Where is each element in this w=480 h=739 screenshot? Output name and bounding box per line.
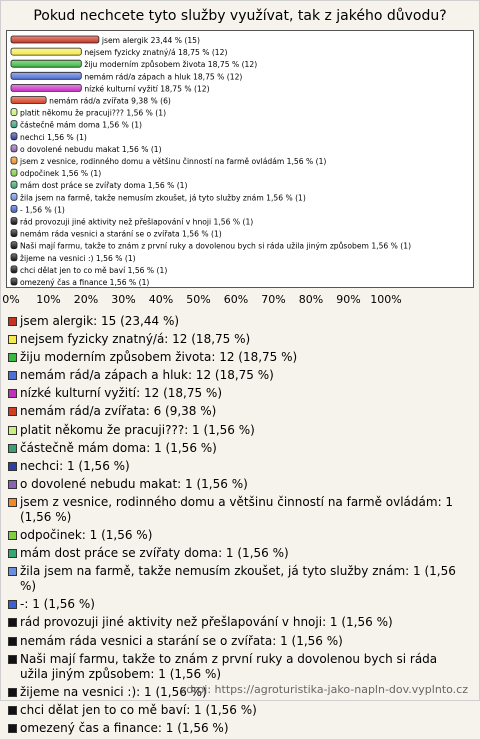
- legend-swatch: [8, 688, 17, 697]
- x-tick-label: 30%: [111, 293, 136, 306]
- bar-4: [11, 84, 81, 91]
- legend-swatch: [8, 407, 17, 416]
- source-link[interactable]: zdroj: https://agroturistika-jako-napln-dov.vyplnto.cz: [180, 683, 468, 696]
- legend-item: [8, 528, 468, 543]
- bar-12: [11, 181, 17, 188]
- x-tick-label: 40%: [148, 293, 174, 306]
- legend-label: žijeme na vesnici :): 1 (1,56 %): [20, 684, 207, 699]
- bar-label-20: omezený čas a finance 1,56 % (1): [20, 278, 150, 287]
- legend-label: nemám rád/a zápach a hluk: 12 (18,75 %): [20, 368, 274, 383]
- legend-item: [8, 495, 468, 525]
- bar-6: [11, 109, 17, 116]
- x-tick-label: 0%: [2, 293, 20, 306]
- x-tick-label: 10%: [36, 293, 61, 306]
- legend-item: [8, 314, 468, 329]
- bar-label-11: odpočinek 1,56 % (1): [20, 169, 102, 179]
- bar-2: [11, 60, 81, 67]
- legend-item: [8, 564, 468, 594]
- bar-15: [11, 218, 17, 225]
- bar-label-6: platit někomu že pracuji??? 1,56 % (1): [20, 108, 167, 118]
- legend-swatch: [8, 480, 17, 489]
- legend-swatch: [8, 567, 17, 576]
- legend-item: [8, 332, 468, 347]
- legend-item: [8, 615, 468, 630]
- bar-1: [11, 48, 81, 55]
- legend-swatch: [8, 335, 17, 344]
- bar-label-2: žiju moderním způsobem života 18,75 % (12): [84, 60, 258, 70]
- legend-item: [8, 459, 468, 474]
- bar-10: [11, 157, 17, 164]
- bar-chart: [0, 0, 480, 310]
- x-tick-label: 90%: [336, 293, 361, 306]
- legend-item: [8, 546, 468, 561]
- legend-label: jsem alergik: 15 (23,44 %): [20, 314, 180, 328]
- bar-label-10: jsem z vesnice, rodinného domu a většinu činností na farmě ovládám 1,56 % (1): [20, 157, 327, 166]
- bar-9: [11, 145, 17, 152]
- legend-label: omezený čas a finance: 1 (1,56 %): [20, 720, 229, 735]
- legend-label: chci dělat jen to co mě baví: 1 (1,56 %): [20, 702, 257, 717]
- legend-swatch: [8, 462, 17, 471]
- legend-item: [8, 597, 468, 612]
- legend-label: platit někomu že pracuji???: 1 (1,56 %): [20, 422, 255, 437]
- legend-item: [8, 652, 468, 682]
- bar-label-15: rád provozuji jiné aktivity než přešlapování v hnoji 1,56 % (1): [20, 217, 254, 227]
- bar-label-18: žijeme na vesnici :) 1,56 % (1): [20, 253, 136, 263]
- bar-label-3: nemám rád/a zápach a hluk 18,75 % (12): [84, 72, 243, 82]
- legend-swatch: [8, 389, 17, 398]
- x-tick-label: 80%: [298, 293, 324, 306]
- legend-swatch: [8, 353, 17, 362]
- legend-item: [8, 404, 468, 419]
- bar-19: [11, 266, 17, 273]
- bar-13: [11, 193, 17, 200]
- legend-swatch: [8, 724, 17, 733]
- legend-label: nejsem fyzicky znatný/á: 12 (18,75 %): [20, 332, 251, 347]
- legend-label: nemám ráda vesnici a starání se o zvířata: 1 (1,56 %): [20, 633, 343, 648]
- bar-label-16: nemám ráda vesnici a starání se o zvířata 1,56 % (1): [20, 229, 222, 239]
- legend-label: odpočinek: 1 (1,56 %): [20, 528, 153, 543]
- legend-item: [8, 721, 468, 736]
- bar-0: [11, 36, 99, 43]
- legend-item: [8, 703, 468, 718]
- bar-label-12: mám dost práce se zvířaty doma 1,56 % (1): [20, 181, 188, 191]
- legend-label: Naši mají farmu, takže to znám z první ruky a dovolenou bych si ráda užila jiným způsobem: 1 (1,56 %): [20, 651, 438, 681]
- bar-label-19: chci dělat jen to co mě baví 1,56 % (1): [20, 265, 168, 275]
- legend-label: nízké kulturní vyžití: 12 (18,75 %): [20, 386, 223, 401]
- bar-label-14: - 1,56 % (1): [20, 205, 65, 215]
- bar-label-1: nejsem fyzicky znatný/á 18,75 % (12): [84, 48, 228, 58]
- x-tick-label: 60%: [223, 293, 249, 306]
- bar-label-7: částečně mám doma 1,56 % (1): [20, 120, 143, 130]
- legend-label: žila jsem na farmě, takže nemusím zkoušet, já tyto služby znám: 1 (1,56 %): [20, 564, 456, 594]
- bar-label-5: nemám rád/a zvířata 9,38 % (6): [49, 96, 171, 106]
- legend-item: [8, 350, 468, 365]
- bar-label-4: nízké kulturní vyžití 18,75 % (12): [84, 84, 210, 94]
- legend-item: [8, 368, 468, 383]
- bar-20: [11, 278, 17, 285]
- bar-8: [11, 133, 17, 140]
- legend-label: nechci: 1 (1,56 %): [20, 458, 130, 473]
- legend-swatch: [8, 655, 17, 664]
- legend-item: [8, 477, 468, 492]
- legend-item: [8, 423, 468, 438]
- legend-label: částečně mám doma: 1 (1,56 %): [20, 440, 217, 455]
- legend: [8, 314, 468, 739]
- legend-label: žiju moderním způsobem života: 12 (18,75 %): [20, 350, 298, 365]
- legend-swatch: [8, 444, 17, 453]
- bar-7: [11, 121, 17, 128]
- bar-16: [11, 230, 17, 237]
- legend-swatch: [8, 549, 17, 558]
- legend-label: mám dost práce se zvířaty doma: 1 (1,56 %): [20, 546, 289, 561]
- chart-title: Pokud nechcete tyto služby využívat, tak z jakého důvodu?: [33, 8, 447, 24]
- x-tick-label: 70%: [261, 293, 286, 306]
- legend-swatch: [8, 637, 17, 646]
- legend-item: [8, 386, 468, 401]
- bar-label-9: o dovolené nebudu makat 1,56 % (1): [20, 144, 162, 154]
- bar-14: [11, 205, 17, 212]
- legend-label: -: 1 (1,56 %): [20, 597, 95, 612]
- x-tick-label: 20%: [73, 293, 99, 306]
- bar-11: [11, 169, 17, 176]
- bar-label-0: jsem alergik 23,44 % (15): [101, 36, 200, 45]
- legend-item: [8, 634, 468, 649]
- bar-3: [11, 72, 81, 79]
- legend-swatch: [8, 317, 17, 326]
- x-tick-label: 100%: [370, 293, 402, 306]
- legend-label: jsem z vesnice, rodinného domu a většinu činností na farmě ovládám: 1 (1,56 %): [20, 494, 454, 524]
- legend-swatch: [8, 426, 17, 435]
- legend-item: [8, 441, 468, 456]
- legend-label: nemám rád/a zvířata: 6 (9,38 %): [20, 404, 217, 419]
- legend-label: rád provozuji jiné aktivity než přešlapování v hnoji: 1 (1,56 %): [20, 615, 393, 630]
- bar-label-8: nechci 1,56 % (1): [20, 132, 87, 142]
- bar-label-13: žila jsem na farmě, takže nemusím zkoušet, já tyto služby znám 1,56 % (1): [20, 193, 306, 203]
- legend-swatch: [8, 706, 17, 715]
- legend-swatch: [8, 600, 17, 609]
- legend-swatch: [8, 531, 17, 540]
- legend-swatch: [8, 498, 17, 507]
- legend-label: o dovolené nebudu makat: 1 (1,56 %): [20, 476, 248, 491]
- x-tick-label: 50%: [186, 293, 211, 306]
- bar-5: [11, 97, 46, 104]
- bar-18: [11, 254, 17, 261]
- bar-17: [11, 242, 17, 249]
- legend-swatch: [8, 618, 17, 627]
- legend-swatch: [8, 371, 17, 380]
- bar-label-17: Naši mají farmu, takže to znám z první ruky a dovolenou bych si ráda užila jiným způsobem 1,56 % (1): [20, 241, 412, 251]
